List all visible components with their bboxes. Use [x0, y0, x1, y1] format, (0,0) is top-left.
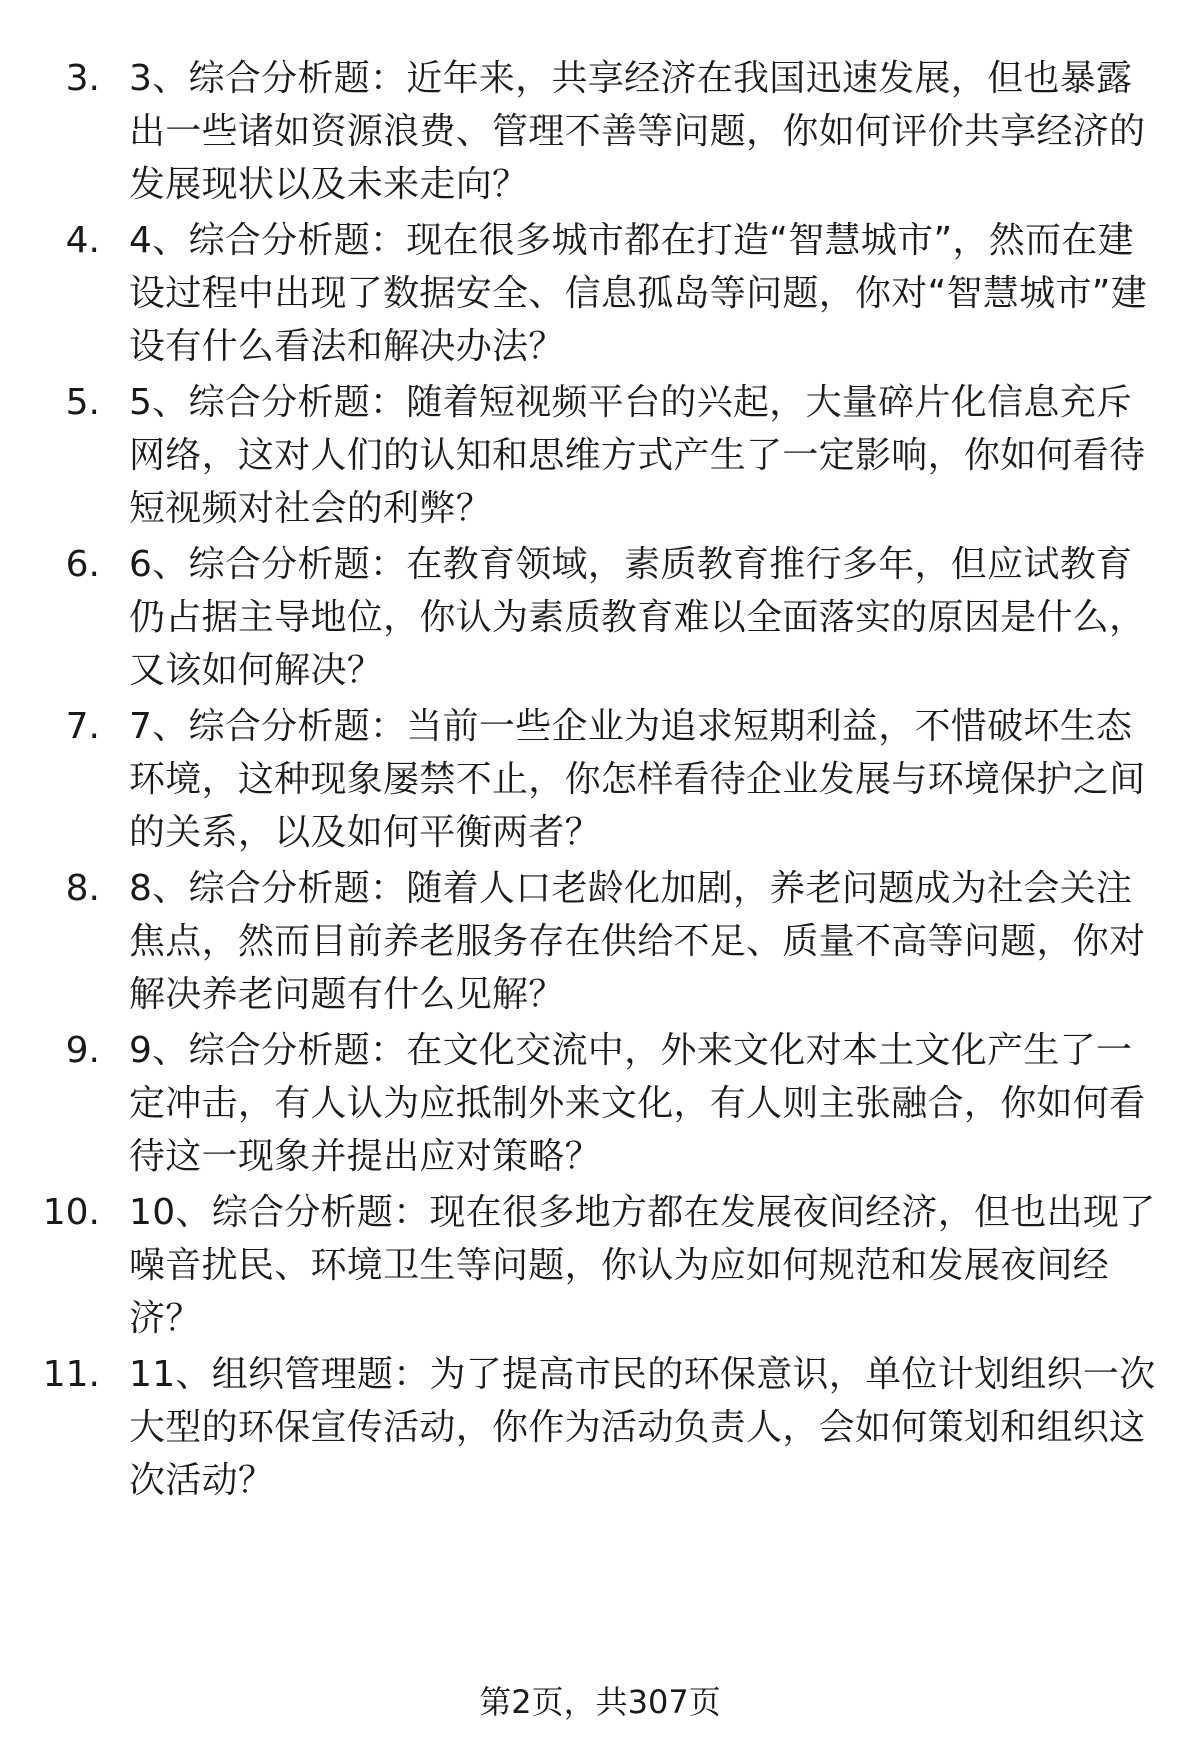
question-text: 4、综合分析题：现在很多城市都在打造“智慧城市”，然而在建设过程中出现了数据安全、信息孤岛等问题，你对“智慧城市”建设有什么看法和解决办法？ [129, 220, 1148, 367]
question-number: 11. [42, 1354, 100, 1395]
question-number: 5. [65, 382, 100, 423]
question-text: 9、综合分析题：在文化交流中，外来文化对本土文化产生了一定冲击，有人认为应抵制外来文化，有人则主张融合，你如何看待这一现象并提出应对策略？ [129, 1030, 1146, 1177]
question-number: 7. [65, 706, 100, 747]
question-text: 10、综合分析题：现在很多地方都在发展夜间经济，但也出现了噪音扰民、环境卫生等问题，你认为应如何规范和发展夜间经济？ [129, 1192, 1156, 1339]
question-text: 7、综合分析题：当前一些企业为追求短期利益，不惜破坏生态环境，这种现象屡禁不止，你怎样看待企业发展与环境保护之间的关系，以及如何平衡两者？ [129, 706, 1146, 853]
question-text: 8、综合分析题：随着人口老龄化加剧，养老问题成为社会关注焦点，然而目前养老服务存在供给不足、质量不高等问题，你对解决养老问题有什么见解？ [129, 868, 1146, 1015]
question-text: 5、综合分析题：随着短视频平台的兴起，大量碎片化信息充斥网络，这对人们的认知和思维方式产生了一定影响，你如何看待短视频对社会的利弊？ [129, 382, 1146, 529]
question-number: 4. [65, 220, 100, 261]
question-number: 3. [65, 58, 100, 99]
question-number: 9. [65, 1030, 100, 1071]
question-number: 6. [65, 544, 100, 585]
question-text: 11、组织管理题：为了提高市民的环保意识，单位计划组织一次大型的环保宣传活动，你作为活动负责人，会如何策划和组织这次活动？ [129, 1354, 1156, 1501]
page-number-footer: 第2页，共307页 [479, 1683, 721, 1721]
question-text: 6、综合分析题：在教育领域，素质教育推行多年，但应试教育仍占据主导地位，你认为素质教育难以全面落实的原因是什么，又该如何解决？ [129, 544, 1146, 691]
question-text: 3、综合分析题：近年来，共享经济在我国迅速发展，但也暴露出一些诸如资源浪费、管理不善等问题，你如何评价共享经济的发展现状以及未来走向？ [129, 58, 1146, 205]
question-number: 8. [65, 868, 100, 909]
question-number: 10. [42, 1192, 100, 1233]
